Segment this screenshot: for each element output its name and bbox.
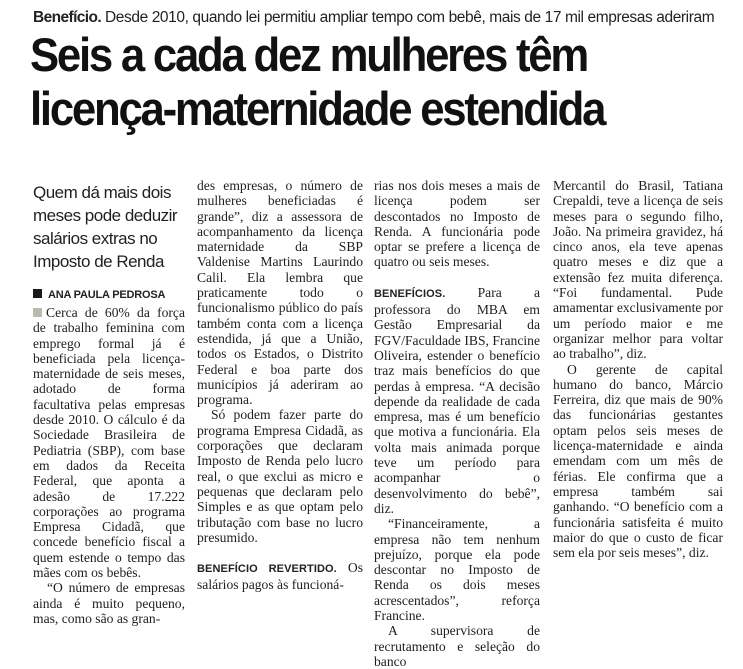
paragraph: rias nos dois meses a mais de licença podem ser descontados no Imposto de Renda. A funcionária pode optar se prefere a licença de quatro ou seis meses. xyxy=(374,178,540,270)
paragraph: Cerca de 60% da força de trabalho feminina com emprego formal já é beneficiada pela licença-maternidade de seis meses, adotado de forma facultativa pelas empresas desde 2010. O cálculo é da Sociedade Brasileira de Pediatria (SBP), com base em dados da Receita Federal, que aponta a adesão de 17.222 corporações ao programa Empresa Cidadã, que concede benefício fiscal a quem estende o tempo das mães com os bebês. xyxy=(33,305,185,581)
headline xyxy=(30,28,690,136)
paragraph: BENEFÍCIO REVERTIDO. Os salários pagos às funcioná- xyxy=(197,560,363,593)
paragraph: A supervisora de recrutamento e seleção do banco xyxy=(374,623,540,669)
paragraph: O gerente de capital humano do banco, Márcio Ferreira, diz que mais de 90% das funcionárias gestantes optam pelos seis meses de licença-maternidade e ainda emendam com um mês de férias. Ele confirma que a empresa também sai ganhando. “O benefício com a funcionária satisfeita é muito maior do que o custo de ficar sem ela por seis meses”, diz. xyxy=(553,361,723,561)
paragraph: des empresas, o número de mulheres beneficiadas é grande”, diz a assessora de acompanhamento da licença maternidade da SBP Valdenise Martins Laurindo Calil. Ela lembra que praticamente todo o funcionalismo público do país também conta com a licença estendida, já que a União, todos os Estados, o Distrito Federal e boa parte dos municípios já aderiram ao programa. xyxy=(197,178,363,408)
byline xyxy=(33,289,165,301)
column-2 xyxy=(197,178,363,593)
headline-line-2: licença-maternidade estendida xyxy=(30,82,605,135)
subhead: BENEFÍCIO REVERTIDO. xyxy=(197,563,337,576)
subhead: BENEFÍCIOS. xyxy=(374,287,446,300)
paragraph: “Financeiramente, a empresa não tem nenhum prejuízo, porque ela pode descontar no Imposto de Renda os dois meses acrescentados”, reforça Francine. xyxy=(374,516,540,624)
kicker xyxy=(33,9,733,27)
column-3 xyxy=(374,178,540,669)
kicker-text: Desde 2010, quando lei permitiu ampliar tempo com bebê, mais de 17 mil empresas aderiram xyxy=(101,9,715,26)
paragraph: Mercantil do Brasil, Tatiana Crepaldi, teve a licença de seis meses para o segundo filho, João. Na primeira gravidez, há cinco anos, ela teve apenas quatro meses e diz que a extensão fez muita diferença. “Foi fundamental. Pude amamentar exclusivamente por um período maior e me organizar melhor para voltar ao trabalho”, diz. xyxy=(553,178,723,362)
byline-author: ANA PAULA PEDROSA xyxy=(48,289,166,301)
kicker-label: Benefício. xyxy=(33,9,102,26)
paragraph: BENEFÍCIOS. Para a professora do MBA em Gestão Empresarial da FGV/Faculdade IBS, Francine Oliveira, estender o benefício traz mais benefícios do que perdas à empresa. “A decisão depende da realidade de cada empresa, mas é um benefício que motiva a funcionária. Ela volta mais animada porque teve um período para acompanhar o desenvolvimento do bebê”, diz. xyxy=(374,284,540,516)
headline-line-1: Seis a cada dez mulheres têm xyxy=(30,28,588,81)
byline-square-icon xyxy=(33,289,42,298)
column-4 xyxy=(553,178,723,560)
paragraph: Só podem fazer parte do programa Empresa Cidadã, as corporações que declaram Imposto de Renda pelo lucro real, o que exclui as micro e pequenas que declaram pelo Simples e as que optam pelo tributação com base no lucro presumido. xyxy=(197,407,363,545)
paragraph: “O número de empresas ainda é muito pequeno, mas, como são as gran- xyxy=(33,580,185,626)
lead-square-icon xyxy=(33,308,42,317)
deck-subtitle: Quem dá mais dois meses pode deduzir salários extras no Imposto de Renda xyxy=(33,183,178,271)
column-1 xyxy=(33,305,185,626)
